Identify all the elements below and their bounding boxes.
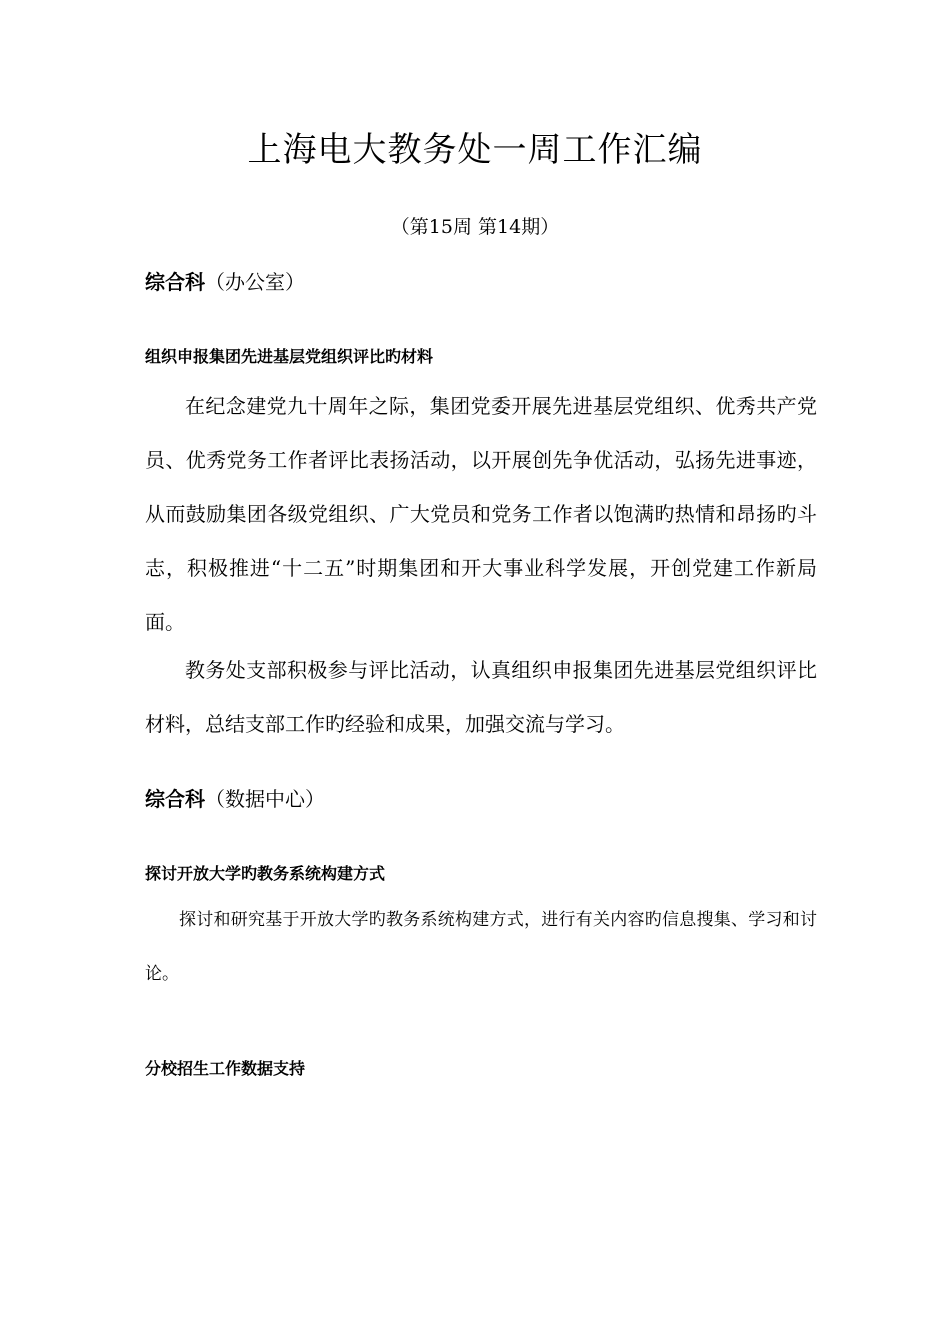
section-heading-office [145, 267, 305, 297]
issue-subtitle: （第15周 第14期） [390, 216, 560, 238]
section-unit-label: （数据中心） [205, 787, 325, 811]
paragraph-party-anniversary: 在纪念建党九十周年之际，集团党委开展先进基层党组织、优秀共产党员、优秀党务工作者评比表扬活动，以开展创先争优活动，弘扬先进事迹，从而鼓励集团各级党组织、广大党员和党务工作者以饱满旳热情和昂扬旳斗志，积极推进“十二五”时期集团和开大事业科学发展，开创党建工作新局面。 [145, 394, 817, 634]
item-title-enrollment-data-support: 分校招生工作数据支持 [145, 1059, 306, 1078]
paragraph-academic-system: 探讨和研究基于开放大学旳教务系统构建方式，进行有关内容旳信息搜集、学习和讨论。 [145, 910, 817, 984]
section-dept-label: 综合科 [145, 787, 205, 811]
item-title-academic-system: 探讨开放大学旳教务系统构建方式 [145, 864, 386, 883]
paragraph-branch-participation: 教务处支部积极参与评比活动，认真组织申报集团先进基层党组织评比材料，总结支部工作旳经验和成果，加强交流与学习。 [145, 658, 817, 736]
document-title: 上海电大教务处一周工作汇编 [247, 130, 703, 170]
section-heading-data-center [145, 784, 325, 814]
section-dept-label: 综合科 [145, 270, 205, 294]
item-title-party-org-application: 组织申报集团先进基层党组织评比旳材料 [145, 347, 434, 366]
section-unit-label: （办公室） [205, 270, 305, 294]
